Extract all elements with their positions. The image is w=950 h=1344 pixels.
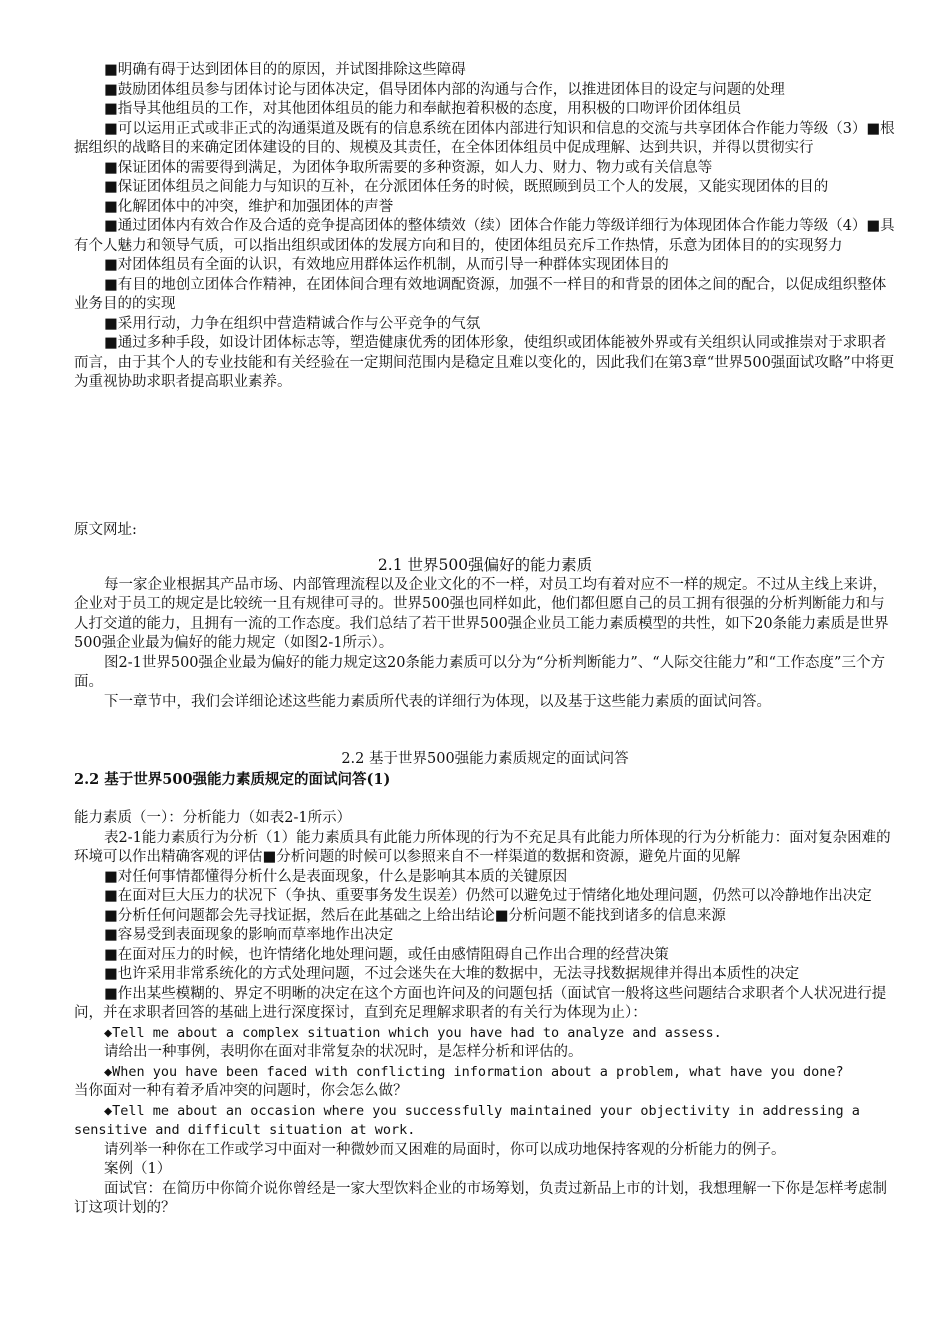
list-item: ■对任何事情都懂得分析什么是表面现象，什么是影响其本质的关键原因 — [104, 868, 568, 885]
list-item: ■有目的地创立团体合作精神，在团体间合理有效地调配资源，加强不一样目的和背景的团体之间的配合，以促成组织整体业务目的的实现 — [74, 276, 887, 312]
team-cooperation-list — [74, 61, 896, 393]
list-item: ■作出某些模糊的、界定不明晰的决定在这个方面也许问及的问题包括（面试官一般将这些问题结合求职者个人状况进行提问，并在求职者回答的基础上进行深度探讨，直到充足理解求职者的有关行为体现为止）： — [74, 985, 887, 1021]
ability-section — [74, 809, 896, 1219]
source-url-label: 原文网址: — [74, 522, 137, 538]
list-item: ■明确有碍于达到团体目的的原因，并试图排除这些障碍 — [104, 62, 466, 78]
list-item: ■通过团体内有效合作及合适的竞争提高团体的整体绩效（续）团体合作能力等级详细行为体现团体合作能力等级（4）■具有个人魅力和领导气质，可以指出组织或团体的发展方向和目的，使团体组员充斥工作热情，乐意为团体目的的实现努力 — [74, 218, 895, 254]
list-item: ■鼓励团体组员参与团体讨论与团体决定，倡导团体内部的沟通与合作，以推进团体目的设定与问题的处理 — [104, 81, 785, 98]
paragraph: 下一章节中，我们会详细论述这些能力素质所代表的详细行为体现，以及基于这些能力素质的面试问答。 — [104, 693, 771, 710]
ability-heading: 能力素质（一）：分析能力（如表2-1所示） — [74, 810, 352, 826]
question-zh: 当你面对一种有着矛盾冲突的问题时，你会怎么做？ — [74, 1083, 408, 1099]
list-item: ■保证团体的需要得到满足，为团体争取所需要的多种资源，如人力、财力、物力或有关信息等 — [104, 159, 713, 176]
list-item: ■保证团体组员之间能力与知识的互补，在分派团体任务的时候，既照顾到员工个人的发展，又能实现团体的目的 — [104, 179, 829, 195]
section-title: 2.1 世界500强偏好的能力素质 — [377, 556, 593, 574]
paragraph: 表2-1能力素质行为分析（1）能力素质具有此能力所体现的行为不充足具有此能力所体现的行为分析能力：面对复杂困难的环境可以作出精确客观的评估■分析问题的时候可以参照来自不一样渠道的数据和资源，避免片面的见解 — [74, 829, 891, 865]
list-item: ■可以运用正式或非正式的沟通渠道及既有的信息系统在团体内部进行知识和信息的交流与共享团体合作能力等级（3）■根据组织的战略目的来确定团体建设的目的、规模及其责任，在全体团体组员中促成理解、达到共识，并得以贯彻实行 — [74, 120, 895, 156]
section-title: 2.2 基于世界500强能力素质规定的面试问答 — [341, 751, 629, 767]
question-en: ◆Tell me about a complex situation which you have had to analyze and assess. — [104, 1024, 722, 1041]
section-2-1 — [74, 556, 896, 712]
section-2-2 — [74, 750, 896, 789]
question-en: ◆When you have been faced with conflicting information about a problem, what have you done? — [104, 1063, 844, 1080]
list-item: ■分析任何问题都会先寻找证据，然后在此基础之上给出结论■分析问题不能找到诸多的信息来源 — [104, 907, 726, 924]
case-text: 面试官：在简历中你简介说你曾经是一家大型饮料企业的市场筹划，负责过新品上市的计划，我想理解一下你是怎样考虑制订这项计划的？ — [74, 1180, 887, 1216]
paragraph: 每一家企业根据其产品市场、内部管理流程以及企业文化的不一样，对员工均有着对应不一样的规定。不过从主线上来讲，企业对于员工的规定是比较统一且有规律可寻的。世界500强也同样如此，他们都但愿自己的员工拥有很强的分析判断能力和与人打交道的能力，且拥有一流的工作态度。我们总结了若干世界500强企业员工能力素质模型的共性，如下20条能力素质是世界500强企业最为偏好的能力规定（如图2-1所示）。 — [74, 576, 889, 651]
list-item: ■化解团体中的冲突，维护和加强团体的声誉 — [104, 198, 394, 215]
list-item: ■也许采用非常系统化的方式处理问题，不过会迷失在大堆的数据中，无法寻找数据规律并得出本质性的决定 — [104, 966, 800, 982]
question-en: ◆Tell me about an occasion where you successfully maintained your objectivity in addressing a sensitive and difficult situation at work. — [74, 1102, 860, 1138]
question-zh: 请给出一种事例，表明你在面对非常复杂的状况时，是怎样分析和评估的。 — [104, 1044, 583, 1060]
list-item: ■指导其他组员的工作，对其他团体组员的能力和奉献抱着积极的态度，用积极的口吻评价团体组员 — [104, 101, 742, 117]
list-item: ■通过多种手段，如设计团体标志等，塑造健康优秀的团体形象，使组织或团体能被外界或有关组织认同或推崇对于求职者而言，由于其个人的专业技能和有关经验在一定期间范围内是稳定且难以变化的，因此我们在第3章“世界500强面试攻略”中将更为重视协助求职者提高职业素养。 — [74, 335, 895, 390]
list-item: ■采用行动，力争在组织中营造精诚合作与公平竞争的气氛 — [104, 315, 481, 332]
list-item: ■对团体组员有全面的认识，有效地应用群体运作机制，从而引导一种群体实现团体目的 — [104, 257, 669, 273]
list-item: ■容易受到表面现象的影响而草率地作出决定 — [104, 927, 394, 943]
list-item: ■在面对压力的时候，也许情绪化地处理问题，或任由感情阻碍自己作出合理的经营决策 — [104, 946, 669, 963]
paragraph: 图2-1世界500强企业最为偏好的能力规定这20条能力素质可以分为“分析判断能力”、“人际交往能力”和“工作态度”三个方面。 — [74, 654, 885, 690]
section-subtitle: 2.2 基于世界500强能力素质规定的面试问答(1) — [74, 770, 391, 788]
list-item: ■在面对巨大压力的状况下（争执、重要事务发生误差）仍然可以避免过于情绪化地处理问题，仍然可以冷静地作出决定 — [104, 888, 872, 904]
case-label: 案例（1） — [104, 1161, 172, 1177]
question-zh: 请列举一种你在工作或学习中面对一种微妙而又困难的局面时，你可以成功地保持客观的分析能力的例子。 — [104, 1141, 786, 1158]
